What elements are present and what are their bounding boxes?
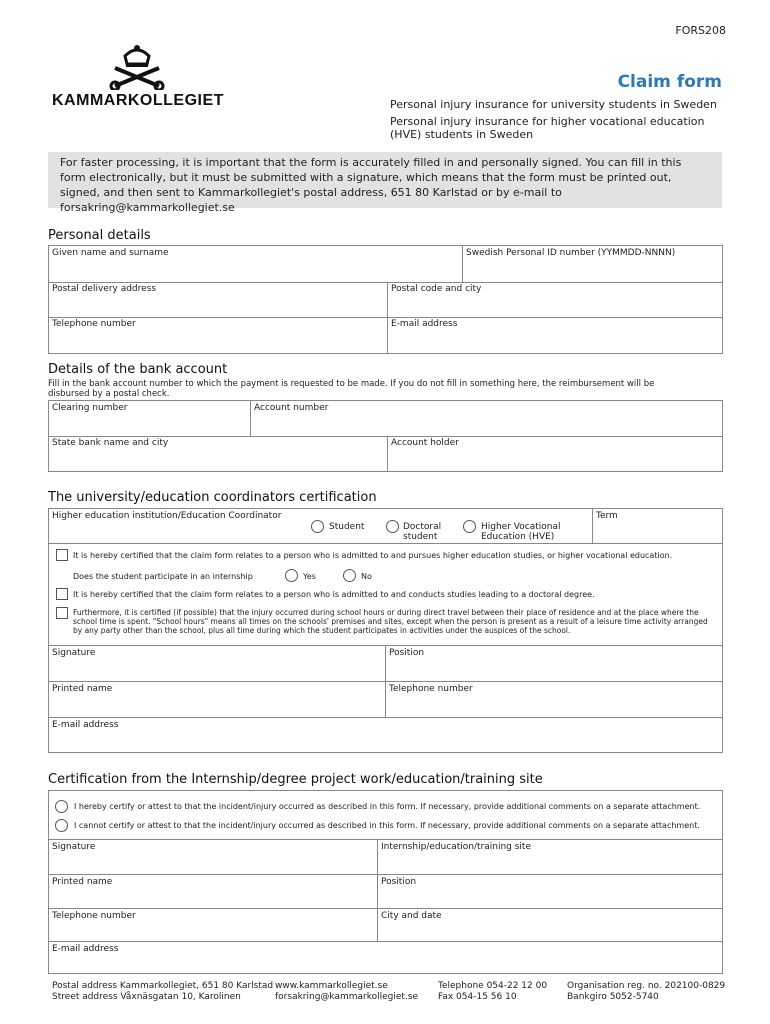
footer-fax: Fax 054-15 56 10 — [438, 992, 517, 1002]
address-label: Postal delivery address — [52, 284, 157, 294]
bank-note: Fill in the bank account number to which the payment is requested to be made. If you do not fill in something here, the reimbursement will be disbursed by a postal check. — [48, 379, 655, 399]
site-city-date-field[interactable] — [378, 909, 722, 941]
coord-printed-label: Printed name — [52, 684, 113, 694]
account-field[interactable] — [251, 401, 722, 436]
name-label: Given name and surname — [52, 248, 169, 258]
bank-name-field[interactable] — [49, 436, 387, 471]
phone-field[interactable] — [49, 317, 387, 353]
coord-title: The university/education coordinators certification — [48, 490, 377, 505]
site-name-label: Internship/education/training site — [381, 842, 531, 852]
subtitle-hve: Personal injury insurance for higher vocational education (HVE) students in Sweden — [390, 115, 705, 141]
logo — [52, 42, 227, 112]
cert2-checkbox[interactable] — [56, 588, 68, 600]
clearing-label: Clearing number — [52, 403, 128, 413]
footer-street: Street address Våxnäsgatan 10, Karolinen — [52, 992, 241, 1002]
footer-address — [52, 981, 273, 1003]
site-printed-field[interactable] — [49, 875, 377, 908]
cert2-label: It is hereby certified that the claim form relates to a person who is admitted to and conducts studies leading to a doctoral degree. — [73, 590, 595, 599]
site-email-label: E-mail address — [52, 944, 119, 954]
doctoral-radio[interactable] — [386, 520, 399, 533]
coord-email-field[interactable] — [49, 718, 722, 752]
coord-phone-label: Telephone number — [389, 684, 473, 694]
address-field[interactable] — [49, 282, 387, 317]
site-name-field[interactable] — [378, 840, 722, 874]
internship-yes-radio[interactable] — [285, 569, 298, 582]
footer-web — [275, 981, 418, 1003]
email-label: E-mail address — [391, 319, 458, 329]
site-cannot-radio[interactable] — [55, 819, 68, 832]
site-title: Certification from the Internship/degree project work/education/training site — [48, 772, 543, 787]
hve-radio[interactable] — [463, 520, 476, 533]
footer-telephone: Telephone 054-22 12 00 — [438, 981, 548, 991]
hve-label: Higher Vocational Education (HVE) — [481, 522, 561, 542]
cert1-label: It is hereby certified that the claim form relates to a person who is admitted to and pursues higher education studies, or higher vocational education. — [73, 551, 673, 560]
site-grid — [48, 790, 723, 974]
bank-grid — [48, 400, 723, 472]
site-printed-label: Printed name — [52, 877, 113, 887]
subtitles — [390, 98, 730, 145]
site-position-field[interactable] — [378, 875, 722, 908]
footer-bankgiro: Bankgiro 5052-5740 — [567, 992, 659, 1002]
phone-label: Telephone number — [52, 319, 136, 329]
site-certify-radio[interactable] — [55, 800, 68, 813]
site-phone-label: Telephone number — [52, 911, 136, 921]
institution-label: Higher education institution/Education Coordinator — [52, 511, 282, 521]
coord-printed-field[interactable] — [49, 682, 385, 717]
postcode-label: Postal code and city — [391, 284, 482, 294]
subtitle-university: Personal injury insurance for university students in Sweden — [390, 98, 717, 111]
crown-keys-icon — [107, 42, 167, 90]
footer-org — [567, 981, 725, 1003]
coord-signature-field[interactable] — [49, 646, 385, 681]
coord-position-field[interactable] — [386, 646, 722, 681]
cert3-checkbox[interactable] — [56, 607, 68, 619]
holder-field[interactable] — [388, 436, 722, 471]
student-radio[interactable] — [311, 520, 324, 533]
holder-label: Account holder — [391, 438, 459, 448]
cert1-checkbox[interactable] — [56, 549, 68, 561]
footer-email-link[interactable]: forsakring@kammarkollegiet.se — [275, 992, 419, 1002]
internship-yes-label: Yes — [303, 572, 316, 581]
footer-website-link[interactable]: www.kammarkollegiet.se — [275, 981, 388, 991]
footer-contact — [438, 981, 547, 1003]
coord-phone-field[interactable] — [386, 682, 722, 717]
coord-email-label: E-mail address — [52, 720, 119, 730]
internship-no-label: No — [361, 572, 372, 581]
page-title: Claim form — [617, 72, 722, 92]
coord-signature-label: Signature — [52, 648, 96, 658]
cert3-label: Furthermore, it is certified (if possible) that the injury occurred during school hours or during direct travel between their place of residence and at the place where the school time is spent. "School hours" means all times on the schools' premises and sites, except when the person is present as a result of a leisure time activity arranged by any party other than the school, plus all time during which the student participates in activities under the auspices of the school. — [73, 608, 708, 635]
postcode-field[interactable] — [388, 282, 722, 317]
term-label: Term — [596, 511, 618, 521]
site-signature-field[interactable] — [49, 840, 377, 874]
pid-field[interactable] — [463, 246, 722, 282]
site-signature-label: Signature — [52, 842, 96, 852]
bank-name-label: State bank name and city — [52, 438, 169, 448]
student-label: Student — [329, 522, 365, 532]
bank-title: Details of the bank account — [48, 362, 228, 377]
notice-box: For faster processing, it is important that the form is accurately filled in and personally signed. You can fill in this form electronically, but it must be submitted with a signature, which means that the form must be printed out, signed, and then sent to Kammarkollegiet's postal address, 651 80 Karlstad or by e-mail to forsakring@kammarkollegiet.se — [48, 152, 722, 208]
internship-no-radio[interactable] — [343, 569, 356, 582]
site-city-date-label: City and date — [381, 911, 442, 921]
site-phone-field[interactable] — [49, 909, 377, 941]
site-position-label: Position — [381, 877, 417, 887]
clearing-field[interactable] — [49, 401, 250, 436]
name-field[interactable] — [49, 246, 462, 282]
email-field[interactable] — [388, 317, 722, 353]
coord-position-label: Position — [389, 648, 425, 658]
footer-postal: Postal address Kammarkollegiet, 651 80 Karlstad — [52, 981, 274, 991]
internship-question: Does the student participate in an internship — [73, 572, 253, 581]
logo-text: KAMMARKOLLEGIET — [52, 92, 224, 109]
personal-details-title: Personal details — [48, 228, 151, 243]
account-label: Account number — [254, 403, 329, 413]
site-email-field[interactable] — [49, 942, 722, 973]
coord-grid — [48, 508, 723, 753]
doctoral-label: Doctoral student — [403, 522, 442, 542]
footer-org-number: Organisation reg. no. 202100-0829 — [567, 981, 726, 991]
form-code: FORS208 — [675, 24, 726, 37]
site-cannot-label: I cannot certify or attest to that the incident/injury occurred as described in this form. If necessary, provide additional comments on a separate attachment. — [74, 821, 700, 830]
personal-details-grid — [48, 245, 723, 354]
pid-label: Swedish Personal ID number (YYMMDD-NNNN) — [466, 248, 676, 258]
site-certify-label: I hereby certify or attest to that the incident/injury occurred as described in this form. If necessary, provide additional comments on a separate attachment. — [74, 802, 701, 811]
